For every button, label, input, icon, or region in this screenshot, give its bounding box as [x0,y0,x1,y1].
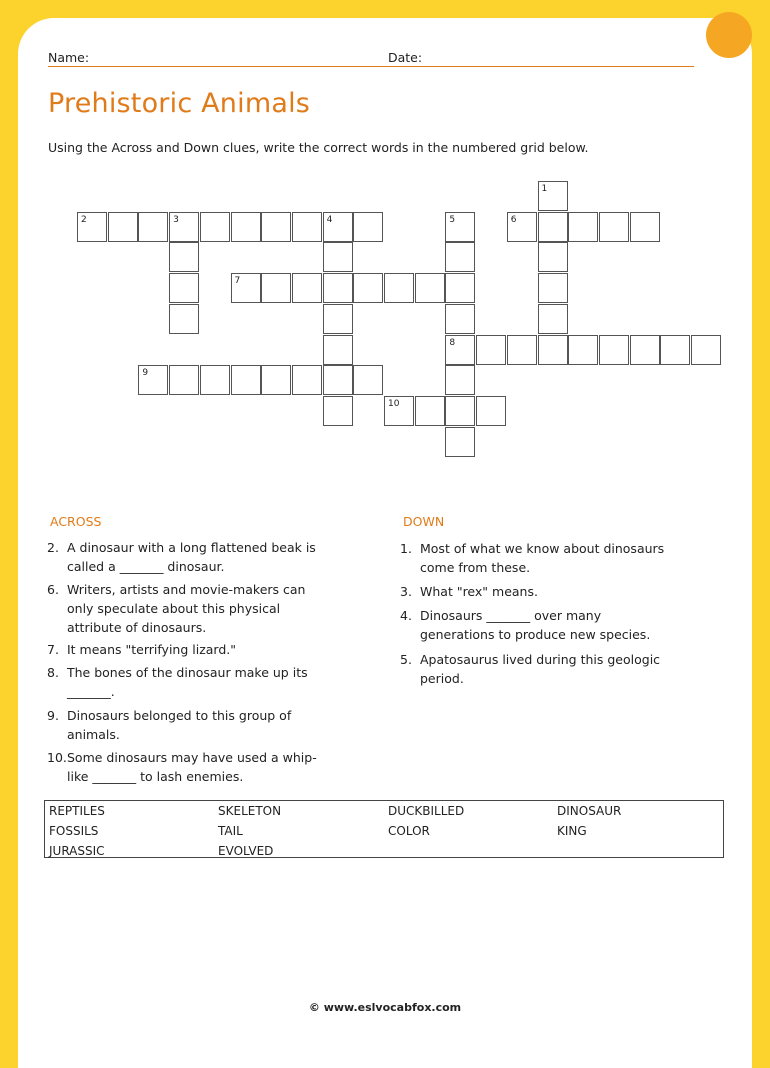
grid-number: 8 [449,337,456,348]
clue-across [47,580,317,637]
clue-number: 3. [400,584,412,599]
clue-number: 6. [47,582,59,597]
grid-cell[interactable] [445,365,475,395]
clue-down [400,650,670,688]
grid-cell[interactable] [415,273,445,303]
grid-number: 1 [541,184,548,194]
grid-cell[interactable] [445,335,475,365]
grid-cell[interactable] [323,365,353,395]
grid-cell[interactable] [599,212,629,242]
word-bank-item: JURASSIC [49,844,105,858]
grid-cell[interactable] [630,212,660,242]
grid-cell[interactable] [660,335,690,365]
clue-down [400,539,670,577]
grid-cell[interactable] [384,396,414,426]
grid-cell[interactable] [353,365,383,395]
clue-text: Dinosaurs _______ over many generations to produce new species. [420,608,651,642]
grid-cell[interactable] [292,273,322,303]
grid-cell[interactable] [538,181,568,211]
grid-cell[interactable] [568,212,598,242]
page-title: Prehistoric Animals [48,88,311,119]
grid-cell[interactable] [169,242,199,272]
grid-number: 3 [173,214,179,225]
grid-cell[interactable] [476,396,506,426]
grid-number: 5 [449,214,456,225]
clue-across [47,663,317,701]
clue-down [400,606,670,644]
word-bank [44,800,724,858]
across-heading: ACROSS [50,514,102,529]
clue-text: The bones of the dinosaur make up its _______. [67,665,308,699]
word-bank-item: COLOR [388,824,430,838]
grid-cell[interactable] [353,212,383,242]
clue-number: 2. [47,540,59,555]
word-bank-item: TAIL [218,824,243,838]
word-bank-item: SKELETON [218,804,282,818]
grid-cell[interactable] [323,242,353,272]
clue-text: Writers, artists and movie-makers can only speculate about this physical attribute of dinosaurs. [67,582,306,635]
grid-cell[interactable] [231,212,261,242]
grid-cell[interactable] [476,335,506,365]
clue-number: 4. [400,608,412,623]
grid-cell[interactable] [568,335,598,365]
clue-text: Dinosaurs belonged to this group of animals. [67,708,292,742]
grid-cell[interactable] [507,335,537,365]
grid-cell[interactable] [261,365,291,395]
word-bank-item: DINOSAUR [557,804,622,818]
grid-cell[interactable] [538,242,568,272]
clue-across [47,748,317,786]
date-label: Date: [388,50,423,65]
clue-number: 8. [47,665,59,680]
word-bank-item: EVOLVED [218,844,274,858]
grid-number: 4 [326,214,333,225]
grid-cell[interactable] [77,212,107,242]
clue-number: 7. [47,642,59,657]
grid-number: 10 [388,398,400,409]
clue-text: Some dinosaurs may have used a whip-like _______ to lash enemies. [67,750,317,784]
grid-cell[interactable] [261,212,291,242]
instructions: Using the Across and Down clues, write the correct words in the numbered grid below. [48,140,589,155]
grid-cell[interactable] [323,304,353,334]
clue-number: 5. [400,652,412,667]
grid-number: 2 [81,214,87,225]
grid-cell[interactable] [691,335,721,365]
grid-cell[interactable] [445,242,475,272]
grid-cell[interactable] [169,304,199,334]
clue-number: 1. [400,541,412,556]
grid-cell[interactable] [200,365,230,395]
grid-cell[interactable] [445,427,475,457]
grid-cell[interactable] [108,212,138,242]
grid-cell[interactable] [599,335,629,365]
grid-cell[interactable] [538,304,568,334]
clue-text: Most of what we know about dinosaurs come from these. [420,541,665,575]
grid-cell[interactable] [231,273,261,303]
grid-number: 9 [142,368,149,379]
grid-cell[interactable] [231,365,261,395]
clue-text: What "rex" means. [420,584,538,599]
name-label: Name: [48,50,90,65]
clue-down [400,582,670,601]
word-bank-item: DUCKBILLED [388,804,465,818]
grid-cell[interactable] [261,273,291,303]
grid-cell[interactable] [138,365,168,395]
grid-cell[interactable] [630,335,660,365]
grid-cell[interactable] [445,212,475,242]
grid-cell[interactable] [538,273,568,303]
clue-across [47,538,317,576]
down-heading: DOWN [403,514,445,529]
decor-circle [706,12,752,58]
grid-cell[interactable] [292,365,322,395]
clue-number: 10. [47,750,67,765]
clue-text: Apatosaurus lived during this geologic period. [420,652,661,686]
grid-cell[interactable] [200,212,230,242]
grid-cell[interactable] [384,273,414,303]
word-bank-item: FOSSILS [49,824,99,838]
clue-text: It means "terrifying lizard." [67,642,236,657]
clue-across [47,706,317,744]
clue-number: 9. [47,708,59,723]
word-bank-item: KING [557,824,587,838]
grid-cell[interactable] [169,212,199,242]
grid-cell[interactable] [445,396,475,426]
grid-cell[interactable] [415,396,445,426]
grid-cell[interactable] [507,212,537,242]
grid-number: 6 [510,214,517,225]
grid-cell[interactable] [538,335,568,365]
clue-across [47,640,317,659]
clue-text: A dinosaur with a long flattened beak is called a _______ dinosaur. [67,540,316,574]
grid-cell[interactable] [169,365,199,395]
grid-cell[interactable] [323,212,353,242]
grid-cell[interactable] [292,212,322,242]
grid-cell[interactable] [445,273,475,303]
grid-cell[interactable] [538,212,568,242]
grid-cell[interactable] [169,273,199,303]
grid-number: 7 [234,276,241,287]
word-bank-item: REPTILES [49,804,105,818]
grid-cell[interactable] [323,335,353,365]
grid-cell[interactable] [138,212,168,242]
grid-cell[interactable] [323,396,353,426]
grid-cell[interactable] [445,304,475,334]
name-date-line [48,48,694,67]
grid-cell[interactable] [323,273,353,303]
grid-cell[interactable] [353,273,383,303]
footer-credit: © www.eslvocabfox.com [308,1001,462,1014]
